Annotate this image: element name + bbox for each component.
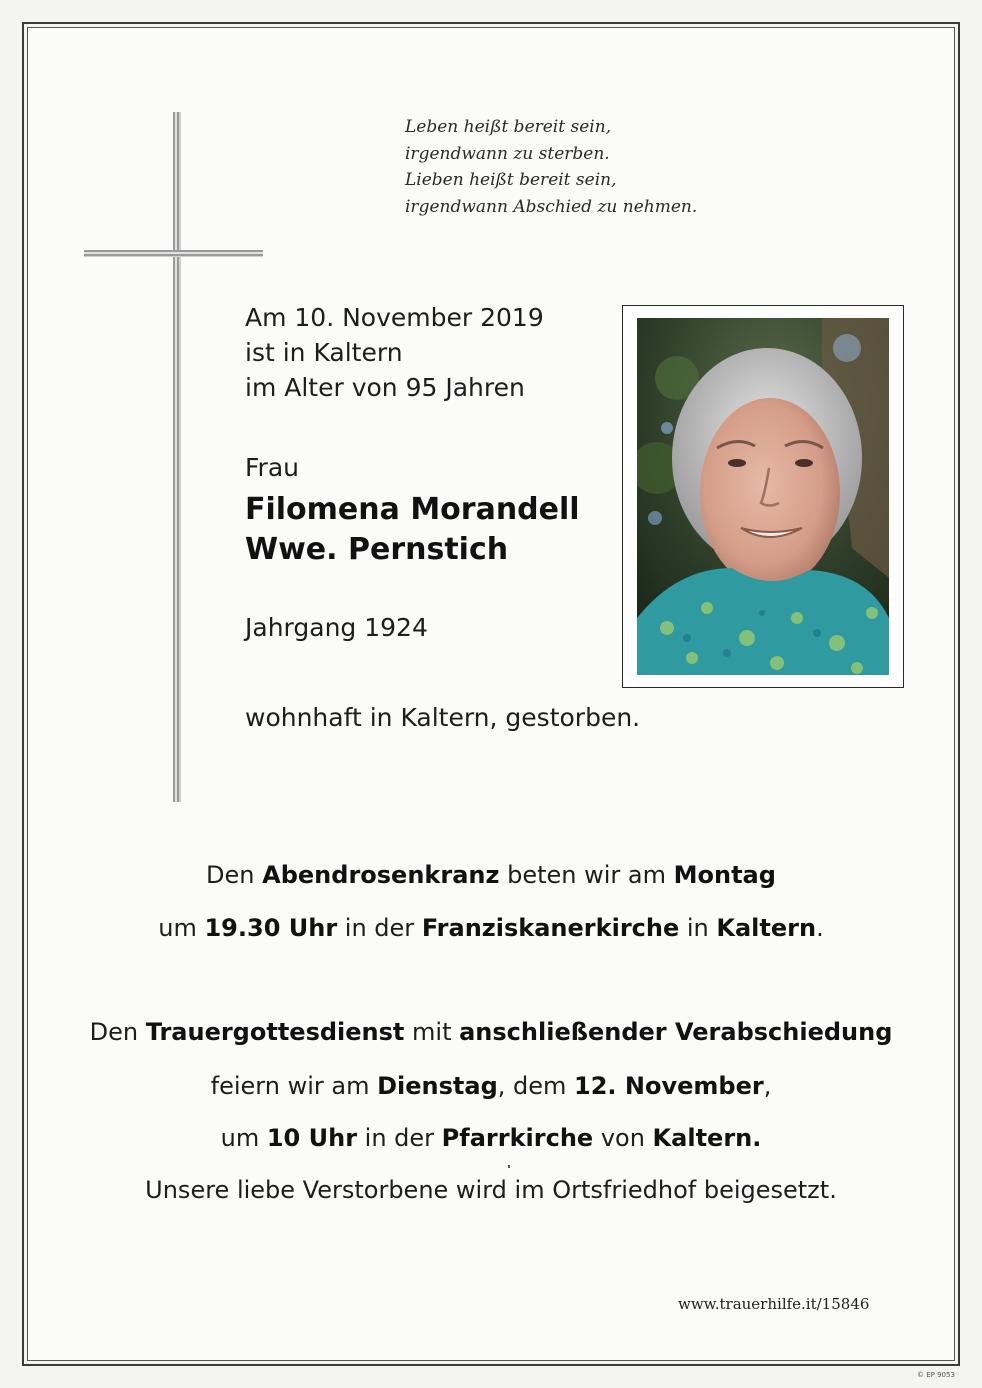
text-segment: Den [206,861,263,889]
poem-line: Lieben heißt bereit sein, [405,170,617,190]
rosary-line-2 [0,914,982,942]
footer-url: www.trauerhilfe.it/15846 [678,1295,870,1313]
text-segment: in [679,914,717,942]
service-line-3 [0,1124,982,1152]
text-segment: in der [357,1124,442,1152]
deceased-name-line1: Filomena Morandell [245,492,580,527]
print-speck [508,1165,510,1168]
poem-line: irgendwann Abschied zu nehmen. [405,196,698,217]
service-time: 10 Uhr [266,1124,358,1152]
farewell-name: anschließender Verabschiedung [459,1018,893,1046]
text-segment: von [593,1124,653,1152]
rosary-line-1 [0,861,982,889]
text-segment: feiern wir am [210,1072,378,1100]
cross-vertical-bar [173,112,181,802]
rosary-name: Abendrosenkranz [262,861,500,889]
residence-text: wohnhaft in Kaltern, gestorben. [245,703,641,732]
birth-year: Jahrgang 1924 [245,613,428,642]
service-date: 12. November [574,1072,764,1100]
rosary-time: 19.30 Uhr [204,914,338,942]
poem-line: Leben heißt bereit sein, [405,117,612,137]
text-segment: um [158,914,205,942]
text-segment: Den [89,1018,146,1046]
text-segment: mit [404,1018,460,1046]
poem-line: irgendwann zu sterben. [405,143,610,164]
text-segment: beten wir am [499,861,674,889]
rosary-town: Kaltern [716,914,817,942]
death-place: ist in Kaltern [245,338,403,367]
service-name: Trauergottesdienst [145,1018,405,1046]
service-line-1 [0,1018,982,1046]
deceased-name-line2: Wwe. Pernstich [245,532,509,567]
death-date: Am 10. November 2019 [245,303,544,332]
text-segment: in der [337,914,422,942]
service-day: Dienstag [377,1072,498,1100]
print-code: © EP 9053 [917,1371,955,1379]
service-town: Kaltern. [652,1124,762,1152]
deceased-name [245,490,580,570]
burial-line: Unsere liebe Verstorbene wird im Ortsfriedhof beigesetzt. [145,1176,837,1204]
service-church: Pfarrkirche [441,1124,594,1152]
text-segment: . [816,914,824,942]
cross-horizontal-bar [84,250,263,257]
poem [405,114,697,220]
salutation: Frau [245,453,300,482]
death-age: im Alter von 95 Jahren [245,373,525,402]
service-line-2 [0,1072,982,1100]
rosary-church: Franziskanerkirche [421,914,680,942]
text-segment: , [763,1072,772,1100]
rosary-day: Montag [673,861,776,889]
text-segment: , dem [497,1072,575,1100]
death-announcement [245,300,544,405]
portrait-photo [637,318,889,675]
inner-border [27,27,955,1361]
text-segment: um [220,1124,267,1152]
